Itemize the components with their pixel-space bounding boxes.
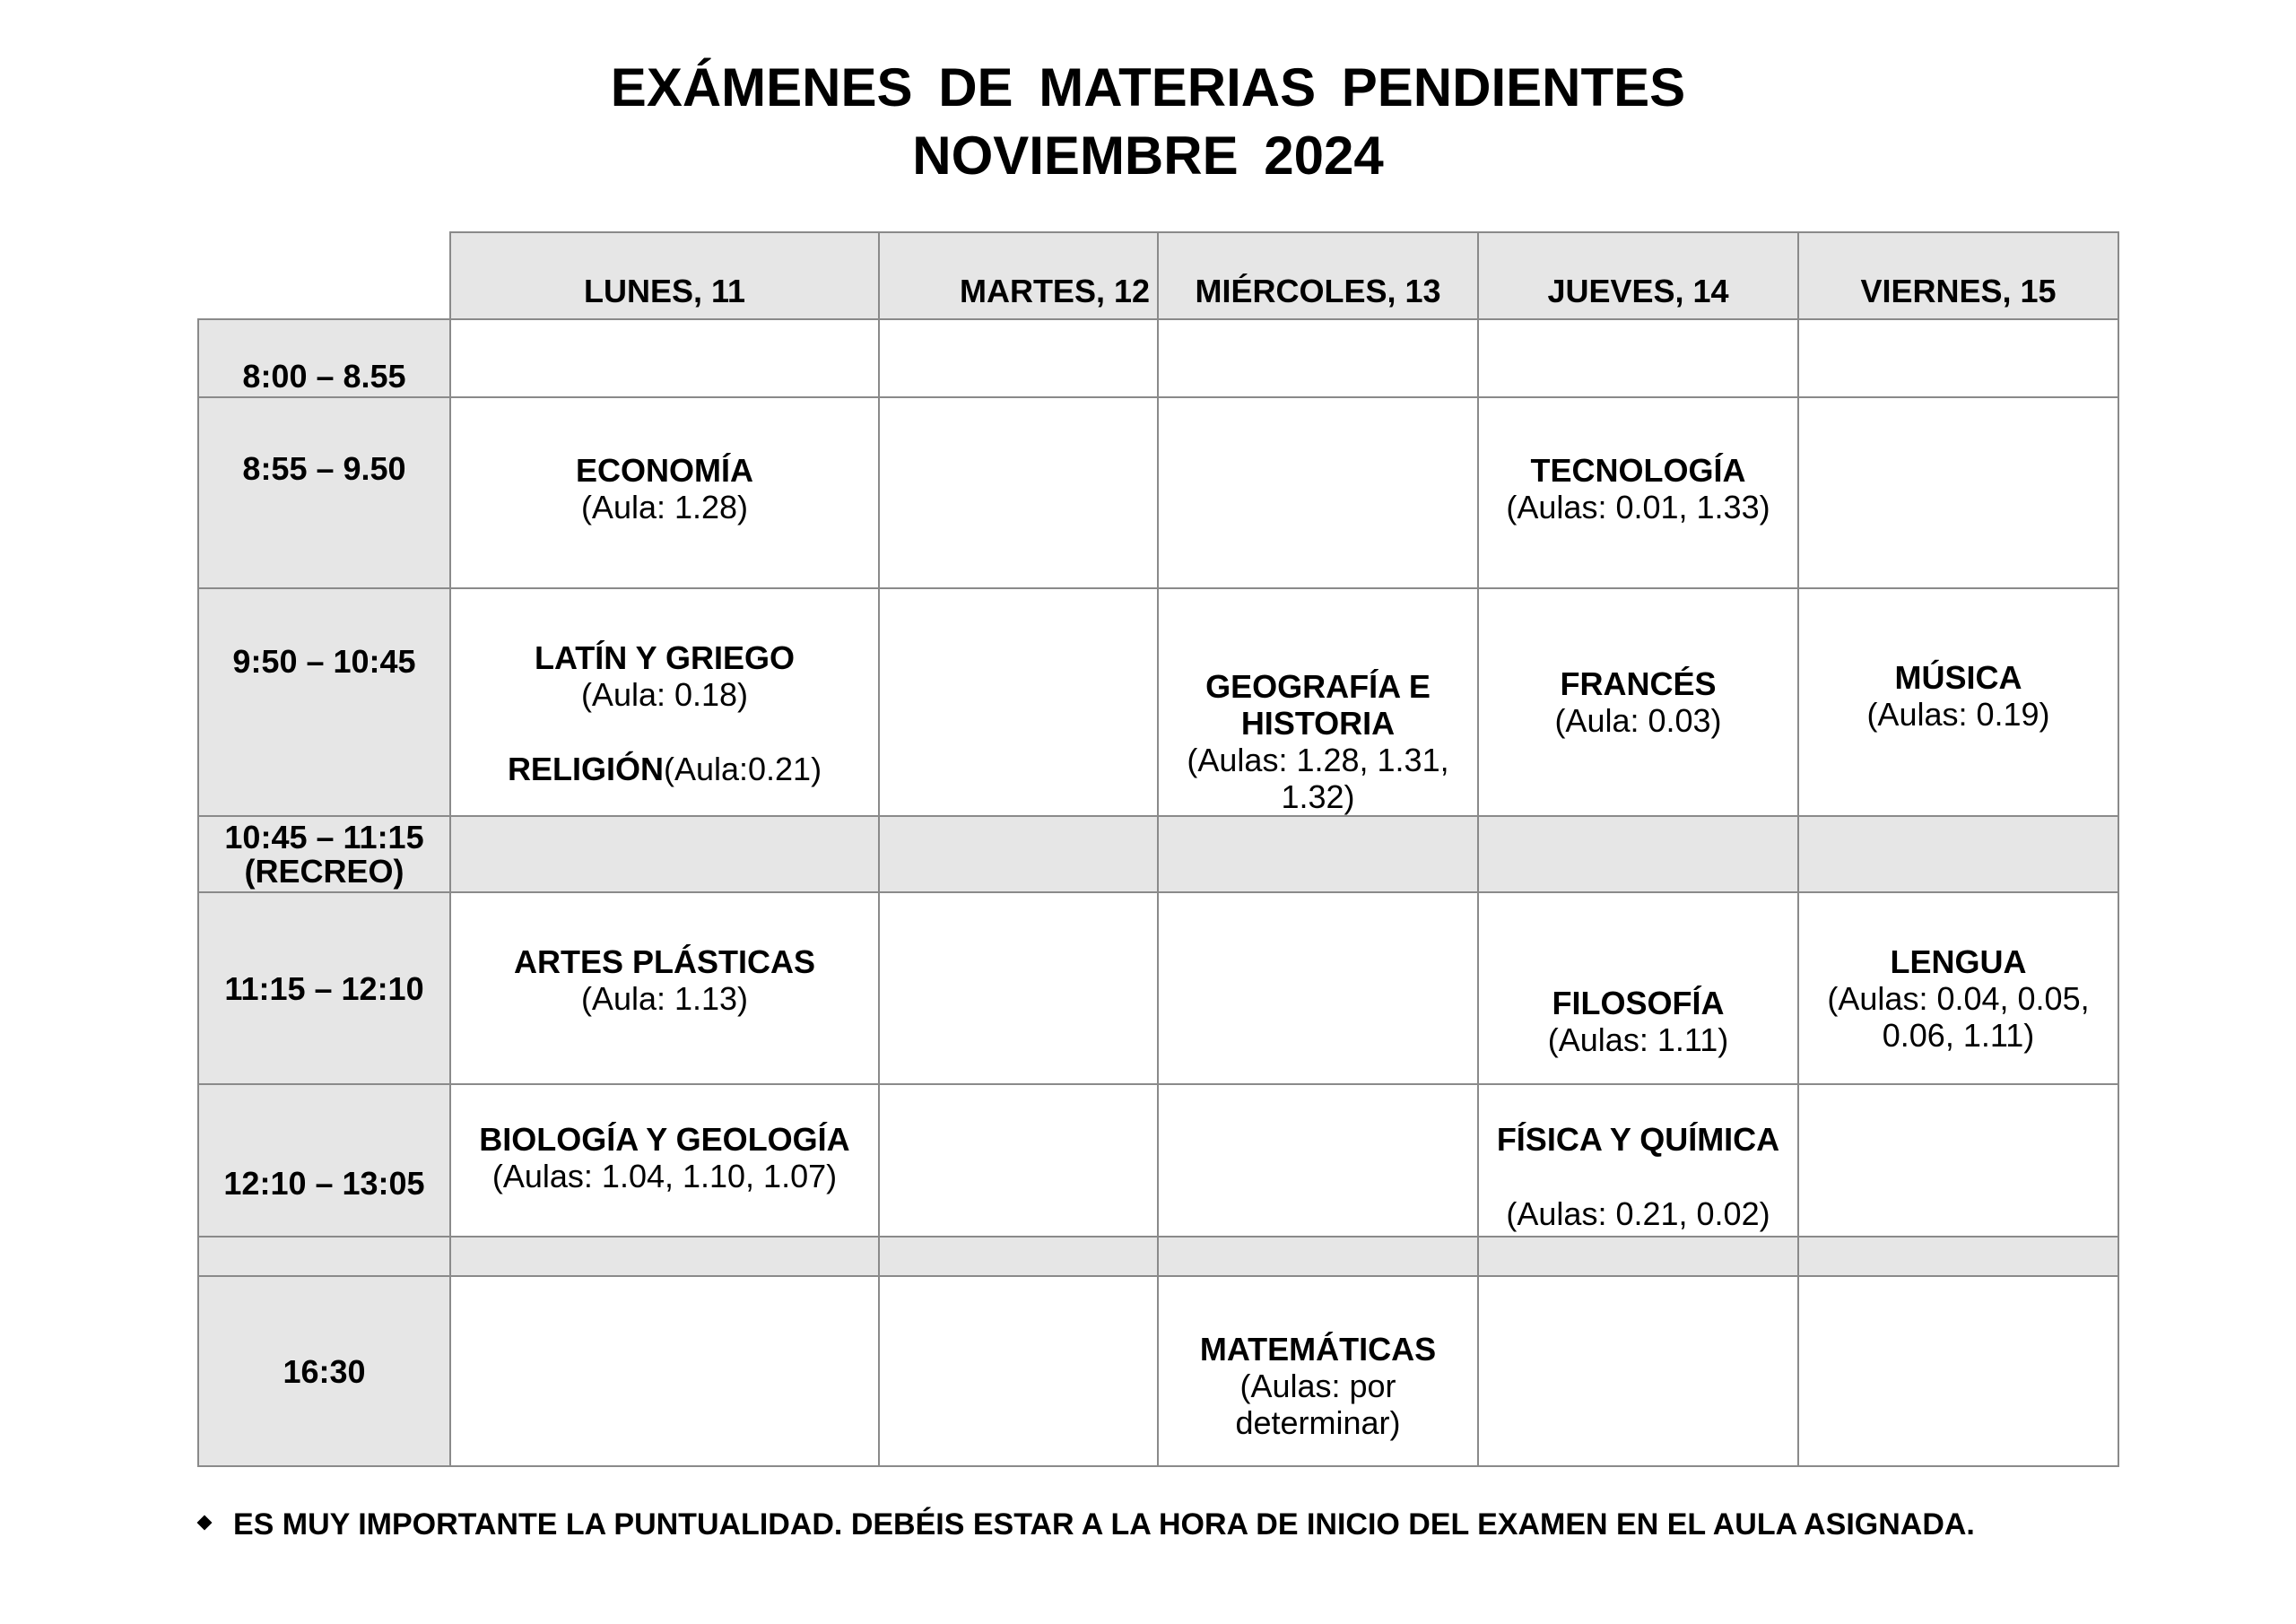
exam-room: (Aula: 1.13) [580, 980, 749, 1017]
exam-room: (Aula:0.21) [663, 751, 822, 787]
break-cell [879, 816, 1158, 892]
empty-cell [1158, 319, 1478, 397]
exam-subject: HISTORIA [1240, 705, 1396, 742]
empty-cell [1798, 397, 2118, 588]
table-row [198, 1084, 2118, 1237]
separator-cell [879, 1237, 1158, 1276]
empty-cell [879, 892, 1158, 1084]
exam-cell [1478, 397, 1798, 588]
time-slot: 12:10 – 13:05 [198, 1084, 450, 1237]
day-header: MARTES, 12 [879, 232, 1158, 319]
separator-cell [198, 1237, 450, 1276]
exam-room: (Aulas: 1.11) [1547, 1021, 1729, 1058]
exam-room: 1.32) [1281, 778, 1355, 815]
exam-cell [1798, 892, 2118, 1084]
document-title [0, 54, 2296, 190]
exam-subject: BIOLOGÍA Y GEOLOGÍA [479, 1121, 850, 1158]
exam-room: (Aula: 0.18) [580, 676, 749, 713]
table-row [198, 319, 2118, 397]
exam-subject: RELIGIÓN [507, 751, 664, 787]
empty-cell [1798, 1276, 2118, 1466]
diamond-bullet-icon [197, 1515, 213, 1531]
time-slot: 8:00 – 8.55 [198, 319, 450, 397]
exam-subject: MATEMÁTICAS [1199, 1331, 1437, 1368]
time-slot-break [198, 816, 450, 892]
exam-subject: FÍSICA Y QUÍMICA [1496, 1121, 1780, 1158]
exam-room: (Aulas: por [1239, 1368, 1396, 1404]
corner-cell [198, 232, 450, 319]
time-slot: 8:55 – 9.50 [198, 397, 450, 588]
break-time: 10:45 – 11:15 [224, 818, 424, 855]
exam-cell [1478, 588, 1798, 816]
day-header: LUNES, 11 [450, 232, 879, 319]
empty-cell [1158, 1084, 1478, 1237]
exam-subject: MÚSICA [1894, 659, 2022, 696]
exam-subject: ECONOMÍA [576, 452, 753, 489]
exam-subject: LENGUA [1890, 943, 2027, 980]
separator-cell [450, 1237, 879, 1276]
exam-cell [450, 892, 879, 1084]
header-row [198, 232, 2118, 319]
exam-cell [1478, 1084, 1798, 1237]
empty-cell [879, 397, 1158, 588]
empty-cell [1798, 319, 2118, 397]
exam-subject: ARTES PLÁSTICAS [513, 943, 816, 980]
day-header: VIERNES, 15 [1798, 232, 2118, 319]
exam-subject: FILOSOFÍA [1552, 985, 1725, 1021]
empty-cell [450, 319, 879, 397]
table-row [198, 588, 2118, 816]
break-cell [1158, 816, 1478, 892]
empty-cell [1478, 1276, 1798, 1466]
empty-cell [450, 1276, 879, 1466]
exam-subject: FRANCÉS [1560, 665, 1717, 702]
exam-cell [1478, 892, 1798, 1084]
time-slot: 9:50 – 10:45 [198, 588, 450, 816]
table-row [198, 397, 2118, 588]
exam-line [508, 751, 822, 787]
separator-cell [1798, 1237, 2118, 1276]
day-header: MIÉRCOLES, 13 [1158, 232, 1478, 319]
exam-cell [1158, 588, 1478, 816]
break-label: (RECREO) [244, 852, 404, 890]
exam-room: (Aulas: 1.28, 1.31, [1187, 742, 1449, 778]
separator-cell [1478, 1237, 1798, 1276]
exam-cell [450, 397, 879, 588]
exam-cell [450, 1084, 879, 1237]
day-header: JUEVES, 14 [1478, 232, 1798, 319]
empty-cell [1478, 319, 1798, 397]
empty-cell [1798, 1084, 2118, 1237]
exam-cell [450, 588, 879, 816]
break-cell [1798, 816, 2118, 892]
exam-room: (Aula: 0.03) [1554, 702, 1722, 739]
exam-room: (Aula: 1.28) [580, 489, 749, 525]
exam-room: (Aulas: 0.21, 0.02) [1506, 1195, 1770, 1232]
separator-row [198, 1237, 2118, 1276]
exam-room: (Aulas: 0.01, 1.33) [1506, 489, 1770, 525]
exam-room: (Aulas: 1.04, 1.10, 1.07) [491, 1158, 838, 1194]
time-slot: 16:30 [198, 1276, 450, 1466]
exam-subject: TECNOLOGÍA [1530, 452, 1746, 489]
exam-room: (Aulas: 0.19) [1866, 696, 2050, 733]
empty-cell [1158, 892, 1478, 1084]
time-slot: 11:15 – 12:10 [198, 892, 450, 1084]
break-cell [1478, 816, 1798, 892]
empty-cell [1158, 397, 1478, 588]
empty-cell [879, 1084, 1158, 1237]
note-text: ES MUY IMPORTANTE LA PUNTUALIDAD. DEBÉIS ESTAR A LA HORA DE INICIO DEL EXAMEN EN EL AULA ASIGNADA. [233, 1507, 1975, 1541]
empty-cell [879, 588, 1158, 816]
title-line-1: EXÁMENES DE MATERIAS PENDIENTES [610, 57, 1686, 117]
exam-room: (Aulas: 0.04, 0.05, [1827, 980, 2090, 1017]
separator-cell [1158, 1237, 1478, 1276]
exam-room: 0.06, 1.11) [1882, 1017, 2035, 1054]
title-line-2: NOVIEMBRE 2024 [912, 126, 1384, 186]
exam-cell [1798, 588, 2118, 816]
table-row [198, 1276, 2118, 1466]
break-row [198, 816, 2118, 892]
empty-cell [879, 1276, 1158, 1466]
exam-cell [1158, 1276, 1478, 1466]
empty-cell [879, 319, 1158, 397]
exam-room: determinar) [1235, 1404, 1401, 1441]
break-cell [450, 816, 879, 892]
punctuality-note [199, 1507, 1975, 1542]
exam-schedule-table [197, 231, 2119, 1467]
table-row [198, 892, 2118, 1084]
exam-subject: GEOGRAFÍA E [1205, 668, 1431, 705]
exam-subject: LATÍN Y GRIEGO [534, 639, 796, 676]
